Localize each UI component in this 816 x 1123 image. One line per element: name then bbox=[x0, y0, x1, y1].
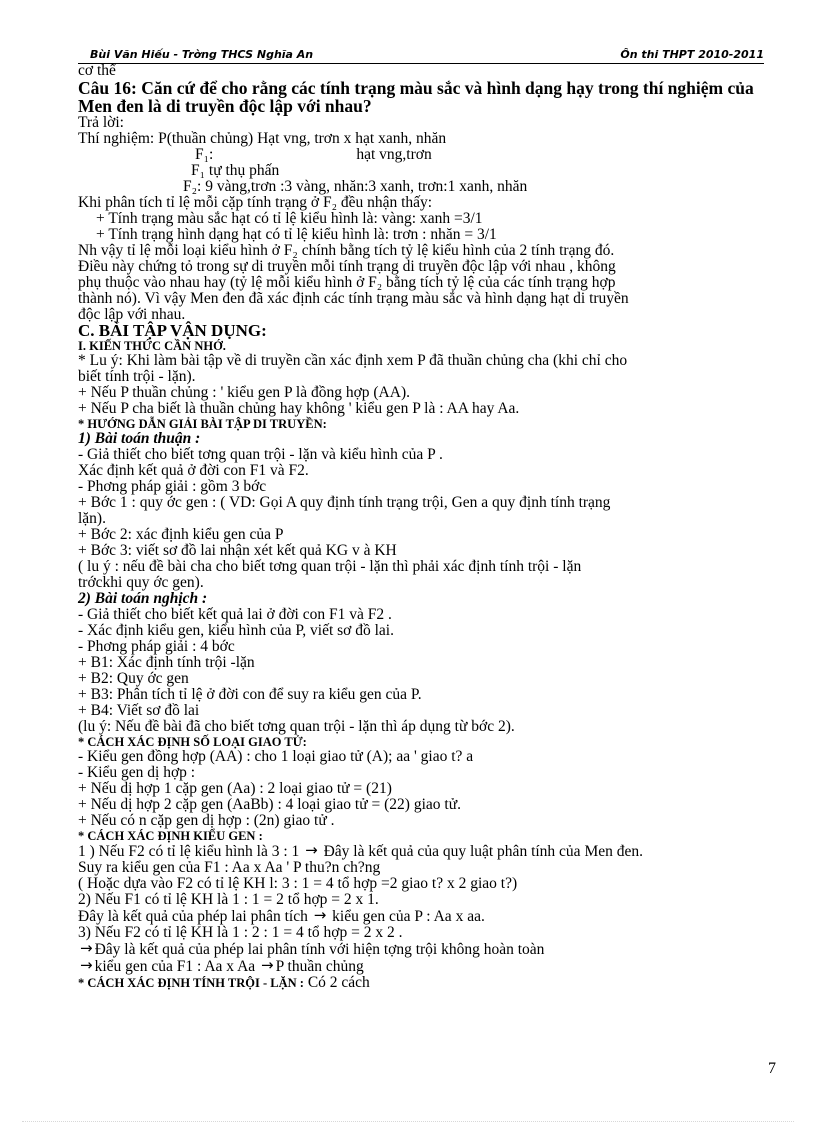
section-c-heading: C. BÀI TẬP VẬN DỤNG: bbox=[78, 321, 267, 340]
text-line: + Tính trạng màu sắc hạt có tỉ lệ kiểu hình là: vàng: xanh =3/1 bbox=[96, 210, 483, 227]
text-line: cơ thể bbox=[78, 62, 116, 79]
text-line bbox=[78, 843, 768, 860]
text-line: ( Hoặc dựa vào F2 có tỉ lệ KH l: 3 : 1 = 4 tổ hợp =2 giao t? x 2 giao t?) bbox=[78, 875, 518, 892]
text-line: độc lập với nhau. bbox=[78, 306, 186, 323]
text-line: + Nếu P cha biết là thuần chủng hay không ' kiểu gen P là : AA hay Aa. bbox=[78, 400, 520, 417]
text-line: Điều này chứng tỏ trong sự di truyền mỗi tính trạng di truyền độc lập với nhau , không bbox=[78, 258, 616, 275]
question-16-heading: Câu 16: Căn cứ để cho rằng các tính trạng màu sắc và hình dạng hạy trong thí nghiệm của Men đen là di truyền độc lập với nhau? bbox=[78, 78, 754, 116]
text-line: + Bớc 2: xác định kiểu gen của P bbox=[78, 526, 284, 543]
text-line: Nh vậy tỉ lệ mỗi loại kiểu hình ở F₂ chính bằng tích tỷ lệ kiểu hình của 2 tính trạng đó. bbox=[78, 242, 615, 259]
text-line: + B4: Viết sơ đồ lai bbox=[78, 702, 200, 719]
text-line: + Bớc 3: viết sơ đồ lai nhận xét kết quả KG v à KH bbox=[78, 542, 397, 559]
text-line bbox=[78, 941, 768, 958]
page-bottom-divider bbox=[22, 1121, 794, 1122]
section-i-heading: I. KIẾN THỨC CẦN NHỚ. bbox=[78, 339, 226, 353]
text-line bbox=[78, 908, 768, 925]
text-line bbox=[78, 147, 768, 163]
header-course: Ôn thi THPT 2010-2011 bbox=[620, 48, 764, 61]
page-number: 7 bbox=[768, 1060, 776, 1077]
text-line: - Phơng pháp giải : 4 bớc bbox=[78, 638, 235, 655]
text-span: 1 ) Nếu F2 có tỉ lệ kiểu hình là 3 : 1 bbox=[78, 843, 300, 860]
arrow-right-icon: → bbox=[80, 939, 93, 957]
text-line: 2) Nếu F1 có tỉ lệ KH là 1 : 1 = 2 tổ hợp = 2 x 1. bbox=[78, 891, 379, 908]
text-line: - Giả thiết cho biết tơng quan trội - lặn và kiểu hình của P . bbox=[78, 446, 443, 463]
text-line: + Nếu có n cặp gen dị hợp : (2n) giao tử . bbox=[78, 812, 335, 829]
text-line: + Bớc 1 : quy ớc gen : ( VD: Gọi A quy định tính trạng trội, Gen a quy định tính trạng bbox=[78, 494, 611, 511]
text-span: Có 2 cách bbox=[307, 974, 370, 991]
arrow-right-icon: → bbox=[261, 956, 274, 974]
text-line: - Xác định kiểu gen, kiểu hình của P, viết sơ đồ lai. bbox=[78, 622, 394, 639]
arrow-right-icon: → bbox=[80, 956, 93, 974]
text-line: F₁ tự thụ phấn bbox=[191, 162, 280, 179]
text-line: (lu ý: Nếu đề bài đã cho biết tơng quan trội - lặn thì áp dụng từ bớc 2). bbox=[78, 718, 515, 735]
text-line: - Giả thiết cho biết kết quả lai ở đời con F1 và F2 . bbox=[78, 606, 392, 623]
text-line: + B1: Xác định tính trội -lặn bbox=[78, 654, 255, 671]
text-line: + Nếu dị hợp 1 cặp gen (Aa) : 2 loại giao tử = (21) bbox=[78, 780, 392, 797]
text-line: + B3: Phân tích tỉ lệ ở đời con để suy ra kiểu gen của P. bbox=[78, 686, 422, 703]
text-span: Đây là kết quả của phép lai phân tích bbox=[78, 908, 308, 925]
dominance-heading: * CÁCH XÁC ĐỊNH TÍNH TRỘI - LẶN : bbox=[78, 976, 304, 990]
text-line: + Tính trạng hình dạng hạt có tỉ lệ kiểu hình là: trơn : nhăn = 3/1 bbox=[96, 226, 497, 243]
text-line bbox=[78, 958, 768, 975]
header-author: Bùi Văn Hiếu - Trờng THCS Nghĩa An bbox=[90, 48, 314, 61]
gamete-heading: * CÁCH XÁC ĐỊNH SỐ LOẠI GIAO TỬ: bbox=[78, 735, 307, 749]
genotype-heading: * CÁCH XÁC ĐỊNH KIỂU GEN : bbox=[78, 829, 263, 843]
text-span: hạt vng,trơn bbox=[356, 146, 432, 163]
arrow-right-icon: → bbox=[305, 841, 318, 859]
text-line: - Kiểu gen dị hợp : bbox=[78, 764, 196, 781]
text-line: ( lu ý : nếu đề bài cha cho biết tơng quan trội - lặn thì phải xác định tính trội - lặn bbox=[78, 558, 582, 575]
text-line: - Kiểu gen đồng hợp (AA) : cho 1 loại giao tử (A); aa ' giao t? a bbox=[78, 748, 474, 765]
text-span: Đây là kết quả của phép lai phân tính với hiện tợng trội không hoàn toàn bbox=[94, 941, 545, 958]
page-header bbox=[78, 47, 764, 64]
text-line: trớckhi quy ớc gen). bbox=[78, 574, 204, 591]
text-line: - Phơng pháp giải : gồm 3 bớc bbox=[78, 478, 267, 495]
text-line: F₂: 9 vàng,trơn :3 vàng, nhăn:3 xanh, trơn:1 xanh, nhăn bbox=[183, 178, 528, 195]
text-line: Khi phân tích tỉ lệ mỗi cặp tính trạng ở F₂ đều nhận thấy: bbox=[78, 194, 433, 211]
arrow-right-icon: → bbox=[313, 906, 327, 924]
text-line: + Nếu P thuần chủng : ' kiểu gen P là đồng hợp (AA). bbox=[78, 384, 410, 401]
text-span: P thuần chủng bbox=[275, 958, 364, 975]
text-line: + Nếu dị hợp 2 cặp gen (AaBb) : 4 loại giao tử = (22) giao tử. bbox=[78, 796, 461, 813]
guide-heading: * HƯỚNG DẪN GIẢI BÀI TẬP DI TRUYỀN: bbox=[78, 417, 327, 431]
text-line: Thí nghiệm: P(thuần chủng) Hạt vng, trơn x hạt xanh, nhăn bbox=[78, 130, 447, 147]
text-line: thành nó). Vì vậy Men đen đã xác định các tính trạng màu sắc và hình dạng hạt di truyền bbox=[78, 290, 629, 307]
text-line bbox=[78, 975, 768, 991]
text-line: Suy ra kiểu gen của F1 : Aa x Aa ' P thu?n ch?ng bbox=[78, 859, 381, 876]
text-line: lặn). bbox=[78, 510, 106, 527]
text-line: phụ thuộc vào nhau hay (tỷ lệ mỗi kiểu hình ở F₂ bằng tích tỷ lệ của các tính trạng hợp bbox=[78, 274, 616, 291]
text-line: + B2: Quy ớc gen bbox=[78, 670, 189, 687]
subheading-inverse-problem: 2) Bài toán nghịch : bbox=[78, 590, 208, 607]
text-line: biết tính trội - lặn). bbox=[78, 368, 196, 385]
document-body bbox=[78, 63, 768, 991]
text-span: F₁: bbox=[195, 146, 214, 163]
text-line: 3) Nếu F2 có tỉ lệ KH là 1 : 2 : 1 = 4 tổ hợp = 2 x 2 . bbox=[78, 924, 403, 941]
text-span: kiểu gen của F1 : Aa x Aa bbox=[94, 958, 256, 975]
text-span: Đây là kết quả của quy luật phân tính của Men đen. bbox=[323, 843, 643, 860]
subheading-forward-problem: 1) Bài toán thuận : bbox=[78, 430, 201, 447]
text-line: * Lu ý: Khi làm bài tập về di truyền cần xác định xem P đã thuần chủng cha (khi chỉ cho bbox=[78, 352, 628, 369]
text-line: Xác định kết quả ở đời con F1 và F2. bbox=[78, 462, 309, 479]
text-line: Trả lời: bbox=[78, 114, 124, 131]
text-span: kiểu gen của P : Aa x aa. bbox=[332, 908, 485, 925]
